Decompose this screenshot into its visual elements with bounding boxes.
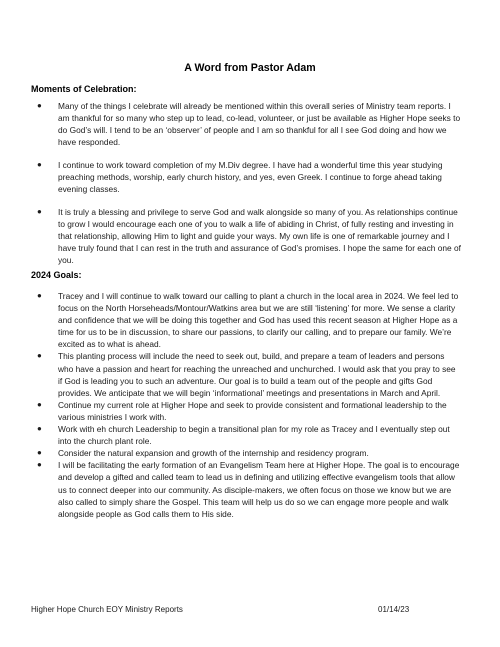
page-title: A Word from Pastor Adam [184,62,316,74]
list-item [31,459,461,519]
list-item-text: Consider the natural expansion and growth of the internship and residency program. [58,448,369,459]
list-item [31,290,461,350]
list-item [31,350,461,398]
celebration-list [31,100,461,277]
list-item [31,447,461,459]
bullet-icon: ● [37,460,42,470]
bullet-icon: ● [37,291,42,300]
list-item [31,423,461,447]
bullet-icon: ● [37,206,42,216]
list-item-text: Many of the things I celebrate will already be mentioned within this overall series of Ministry team reports. I am thankful for so many who step up to lead, co-lead, volunteer, or just be available as Higher Hope seeks to do God’s will. I tend to be an ‘observer’ of people and I am so thankful for all I see God doing and how we have responded. [58,101,461,148]
bullet-icon: ● [37,159,42,169]
list-item [31,100,461,148]
list-item [31,159,461,195]
list-item-text: Tracey and I will continue to walk toward our calling to plant a church in the local area in 2024. We feel led to focus on the North Horseheads/Montour/Watkins area but we are still ‘listening’ for more. We sense a clarity and confidence that we will be doing this together and God has used this recent season at Higher Hope as a time for us to be in discussion, to share our passions, to clarify our calling, and to prepare our family. We’re excited as to what is ahead. [58,291,459,350]
bullet-icon: ● [37,448,42,458]
bullet-icon: ● [37,399,42,409]
list-item-text: I continue to work toward completion of my M.Div degree. I have had a wonderful time this year studying preaching methods, worship, early church history, and yes, even Greek. I continue to forge ahead taking evening classes. [58,159,443,195]
bullet-icon: ● [37,101,42,110]
footer-report-name: Higher Hope Church EOY Ministry Reports [31,605,183,614]
list-item-text: Continue my current role at Higher Hope and seek to provide consistent and formational leadership to the various ministries I work with. [58,399,447,422]
list-item-text: I will be facilitating the early formation of an Evangelism Team here at Higher Hope. The goal is to encourage and develop a gifted and called team to lead us in defining and utilizing effective evangelism tools that allow us to connect deeper into our community. As disciple-makers, we often focus on those we know but we are also called to simply share the Gospel. This team will help us do so we can engage more people and walk alongside people as God calls them to His side. [58,460,460,519]
list-item-text: This planting process will include the need to seek out, build, and prepare a team of leaders and persons who have a passion and heart for reaching the unreached and unchurched. I would ask that you pray to see if God is leading you to such an adventure. Our goal is to build a team out of the people and gifts God provides. We anticipate that we will begin ‘informational’ meetings and presentations in March and April. [58,351,456,398]
list-item [31,206,461,266]
bullet-icon: ● [37,351,42,361]
section-heading-goals: 2024 Goals: [31,270,82,280]
list-item-text: It is truly a blessing and privilege to serve God and walk alongside so many of you. As relationships continue to grow I would encourage each one of you to walk a life of abiding in Christ, of fully resting and investing in that relationship, allowing Him to light and guide your ways. My own life is one of remarkable journey and I have truly found that I can rest in the truth and assurance of God’s promises. I hope the same for each one of you. [58,206,461,266]
footer-date: 01/14/23 [378,605,410,614]
section-heading-celebration: Moments of Celebration: [31,84,137,94]
goals-list [31,290,461,520]
list-item [31,399,461,423]
bullet-icon: ● [37,424,42,434]
list-item-text: Work with eh church Leadership to begin a transitional plan for my role as Tracey and I eventually step out into the church plant role. [58,424,450,447]
